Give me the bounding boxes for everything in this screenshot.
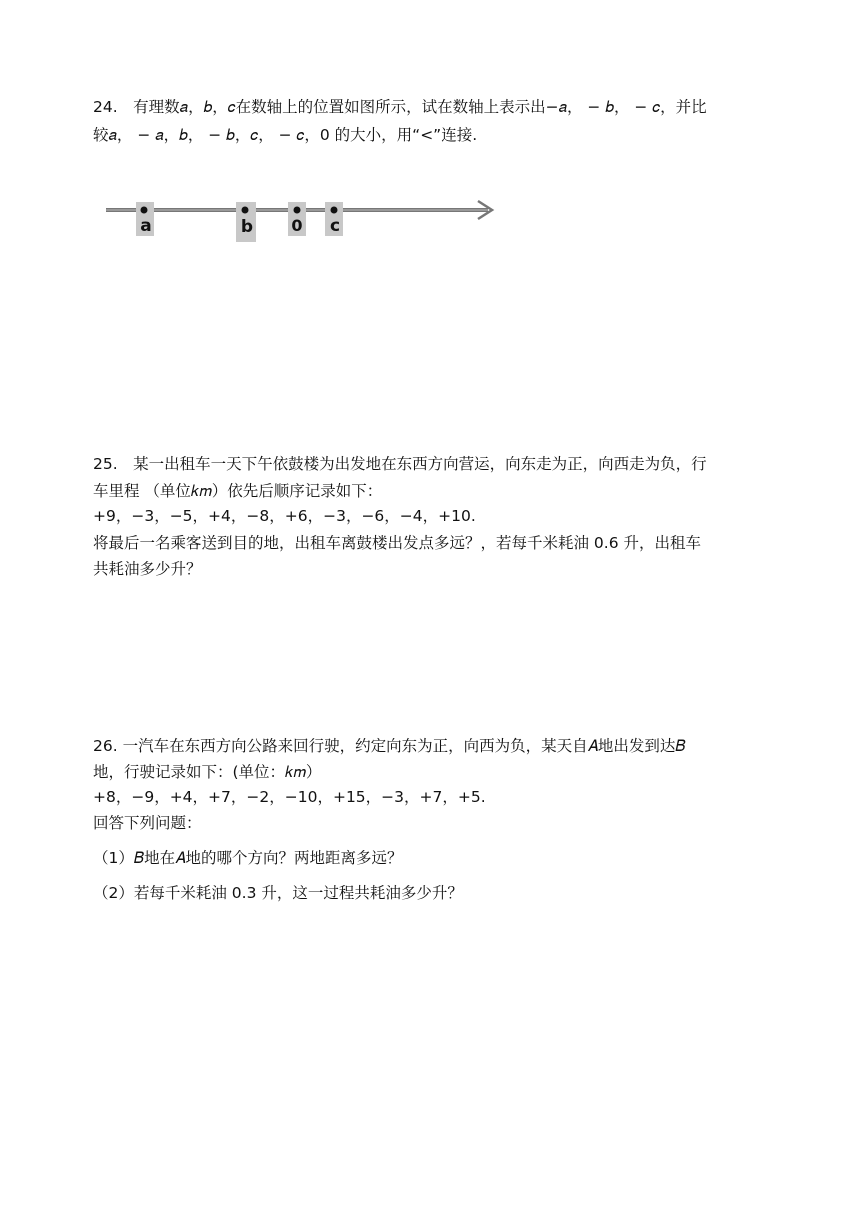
point-c: [331, 207, 338, 214]
q26-line-1: 26. 一汽车在东西方向公路来回行驶，约定向东为正，向西为负，某天自𝐴地出发到达𝐵: [93, 737, 686, 755]
q26-line-4: 回答下列问题：: [93, 814, 202, 832]
point-0: [294, 207, 301, 214]
q26-data-line: +8，−9，+4，+7，−2，−10，+15，−3，+7，+5.: [93, 788, 486, 806]
q25-line-2: 车里程 （单位𝑘𝑚）依先后顺序记录如下：: [93, 482, 383, 500]
label-c: c: [329, 216, 341, 236]
q25-line-1: 25. 某一出租车一天下午依鼓楼为出发地在东西方向营运，向东走为正，向西走为负，行: [93, 455, 707, 473]
label-a: a: [140, 216, 152, 236]
point-a: [141, 207, 148, 214]
q24-line-1: 24. 有理数𝑎，𝑏，𝑐在数轴上的位置如图所示，试在数轴上表示出−𝑎， − 𝑏， − 𝑐，并比: [93, 98, 707, 116]
number-line-figure: [100, 188, 500, 250]
q25-line-4: 将最后一名乘客送到目的地，出租车离鼓楼出发点多远？，若每千米耗油 0.6 升，出租车: [93, 534, 702, 552]
label-b: b: [240, 217, 254, 237]
q24-line-2: 较𝑎， − 𝑎，𝑏， − 𝑏，𝑐， − 𝑐，0 的大小，用“<”连接.: [93, 126, 478, 144]
q26-line-2: 地，行驶记录如下：(单位：𝑘𝑚）: [93, 763, 322, 781]
q25-data-line: +9，−3，−5，+4，−8，+6，−3，−6，−4，+10.: [93, 507, 476, 525]
point-b: [242, 207, 249, 214]
label-0: 0: [291, 216, 303, 235]
q26-sub-question-2: （2）若每千米耗油 0.3 升，这一过程共耗油多少升？: [93, 884, 463, 902]
q26-sub-question-1: （1）𝐵地在𝐴地的哪个方向？两地距离多远？: [93, 849, 403, 867]
q25-line-5: 共耗油多少升？: [93, 560, 202, 578]
